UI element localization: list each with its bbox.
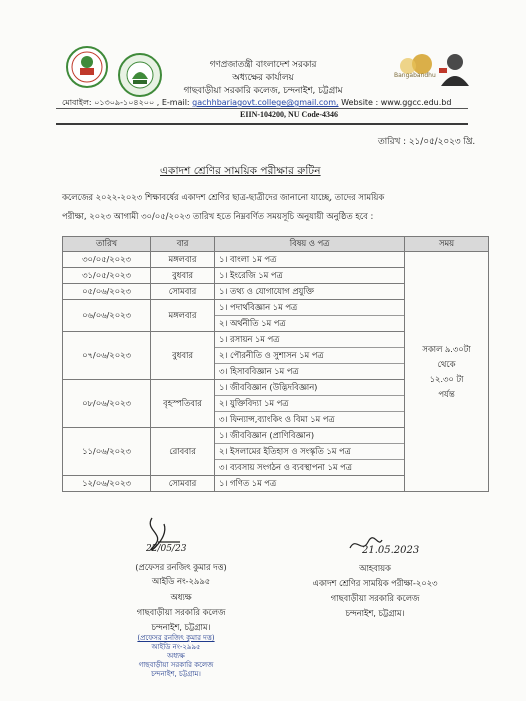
row-day: বুধবার — [151, 268, 215, 284]
office-title: অধ্যক্ষের কার্যালয় — [232, 73, 294, 83]
row-date: ৩১/০৫/২০২৩ — [63, 268, 151, 284]
convener-designation: আহবায়ক — [359, 563, 391, 573]
subject-line: ১। বাংলা ১ম পত্র — [219, 254, 277, 264]
contact-email[interactable]: gachhbariagovt.college@gmail.com, — [192, 98, 339, 107]
subject-line: ৩। ফিন্যান্স,ব্যাংকিং ও বিমা ১ম পত্র — [215, 411, 404, 427]
subject-line: ১। পদার্থবিজ্ঞান ১ম পত্র — [219, 302, 298, 312]
issue-date: তারিখ : ২১/০৫/২০২৩ খ্রি. — [378, 137, 476, 147]
row-subjects — [215, 300, 405, 332]
row-subjects — [215, 428, 405, 476]
exam-routine-table — [62, 236, 489, 492]
subject-line: ১। জীববিজ্ঞান (প্রাণিবিজ্ঞান) — [219, 430, 315, 440]
principal-name: (প্রফেসর রনজিৎ কুমার দত্ত) — [135, 562, 227, 572]
row-day: রোববার — [151, 428, 215, 476]
principal-designation: অধ্যক্ষ — [170, 592, 192, 602]
principal-id: আইডি নং-২৯৯৫ — [151, 576, 211, 586]
subject-line: ২। অর্থনীতি ১ম পত্র — [215, 315, 404, 331]
header-date: তারিখ — [63, 237, 151, 252]
principal-location: চন্দনাইশ, চট্টগ্রাম। — [151, 622, 211, 632]
row-day: বুধবার — [151, 332, 215, 380]
stamp-location: চন্দনাইশ, চট্টগ্রাম। — [151, 670, 201, 678]
table-header-row — [63, 237, 489, 252]
row-day: সোমবার — [151, 284, 215, 300]
convener-location: চন্দনাইশ, চট্টগ্রাম। — [345, 608, 405, 618]
row-day: মঙ্গলবার — [151, 300, 215, 332]
anniversary-logo-text: Bangabandhu — [394, 72, 436, 79]
row-day: বৃহস্পতিবার — [151, 380, 215, 428]
row-subjects — [215, 332, 405, 380]
subject-line: ৩। হিসাববিজ্ঞান ১ম পত্র — [215, 363, 404, 379]
contact-mobile: মোবাইল: ০১৩০৯-১০৪২০০ , — [62, 98, 160, 107]
subject-line: ২। পৌরনীতি ও সুশাসন ১ম পত্র — [215, 347, 404, 363]
exam-time — [405, 252, 489, 492]
subject-line: ১। গণিত ১ম পত্র — [219, 478, 277, 488]
row-day: সোমবার — [151, 476, 215, 492]
stamp-college: গাছবাড়ীয়া সরকারি কলেজ — [138, 661, 214, 669]
row-date: ১১/০৬/২০২৩ — [63, 428, 151, 476]
subject-line: ১। ইংরেজি ১ম পত্র — [219, 270, 283, 280]
header-time: সময় — [405, 237, 489, 252]
intro-line-1: কলেজের ২০২২-২০২৩ শিক্ষাবর্ষের একাদশ শ্রেণির ছাত্র-ছাত্রীদের জানানো যাচ্ছে, তাদের সাময়িক — [62, 192, 385, 202]
row-day: মঙ্গলবার — [151, 252, 215, 268]
stamp-id: আইডি নং-২৯৯৫ — [151, 643, 201, 651]
contact-website: Website : www.ggcc.edu.bd — [341, 98, 452, 107]
row-subjects — [215, 268, 405, 284]
row-subjects — [215, 284, 405, 300]
college-title: গাছবাড়ীয়া সরকারি কলেজ, চন্দনাইশ, চট্টগ্রাম — [183, 86, 343, 96]
header-rule-top — [56, 108, 468, 109]
row-date: ৩০/০৫/২০২৩ — [63, 252, 151, 268]
subject-line: ১। রসায়ন ১ম পত্র — [219, 334, 280, 344]
row-date: ১২/০৬/২০২৩ — [63, 476, 151, 492]
subject-line: ২। ইসলামের ইতিহাস ও সংস্কৃতি ১ম পত্র — [215, 443, 404, 459]
row-subjects — [215, 380, 405, 428]
row-subjects — [215, 252, 405, 268]
principal-college: গাছবাড়ীয়া সরকারি কলেজ — [136, 607, 226, 617]
subject-line: ১। জীববিজ্ঞান (উদ্ভিদবিজ্ঞান) — [219, 382, 318, 392]
time-line-1: সকাল ৯.৩০টা — [422, 343, 471, 354]
stamp-designation: অধ্যক্ষ — [167, 652, 185, 660]
subject-line: ১। তথ্য ও যোগাযোগ প্রযুক্তি — [219, 286, 314, 296]
row-date: ০৫/০৬/২০২৩ — [63, 284, 151, 300]
row-date: ০৭/০৬/২০২৩ — [63, 332, 151, 380]
stamp-name: (প্রফেসর রনজিৎ কুমার দত্ত) — [137, 634, 215, 642]
intro-line-2: পরীক্ষা, ২০২৩ আগামী ৩০/০৫/২০২৩ তারিখ হতে নিম্নবর্ণিত সময়সূচি অনুযায়ী অনুষ্ঠিত হবে : — [62, 211, 374, 221]
row-subjects — [215, 476, 405, 492]
header-subject: বিষয় ও পত্র — [215, 237, 405, 252]
header-day: বার — [151, 237, 215, 252]
time-line-2: থেকে — [437, 358, 456, 369]
time-line-4: পর্যন্ত — [438, 388, 455, 399]
convener-handwritten-date: 21.05.2023 — [362, 545, 420, 556]
table-row — [63, 252, 489, 268]
subject-line: ৩। ব্যবসায় সংগঠন ও ব্যবস্থাপনা ১ম পত্র — [215, 459, 404, 475]
contact-email-label: E-mail: — [161, 98, 190, 107]
institution-codes: EIIN-104200, NU Code-4346 — [240, 110, 338, 119]
govt-title: গণপ্রজাতন্ত্রী বাংলাদেশ সরকার — [209, 60, 317, 70]
document-title: একাদশ শ্রেণির সাময়িক পরীক্ষার রুটিন — [160, 165, 321, 177]
subject-line: ২। যুক্তিবিদ্যা ১ম পত্র — [215, 395, 404, 411]
time-line-3: ১২.৩০ টা — [429, 373, 464, 384]
row-date: ০৬/০৬/২০২৩ — [63, 300, 151, 332]
header-rule-bottom — [56, 123, 468, 125]
row-date: ০৮/০৬/২০২৩ — [63, 380, 151, 428]
official-stamp — [116, 634, 236, 679]
principal-handwritten-date: 22/05/23 — [146, 544, 187, 554]
convener-college: গাছবাড়ীয়া সরকারি কলেজ — [330, 593, 420, 603]
convener-committee: একাদশ শ্রেণির সাময়িক পরীক্ষা-২০২৩ — [312, 578, 438, 588]
